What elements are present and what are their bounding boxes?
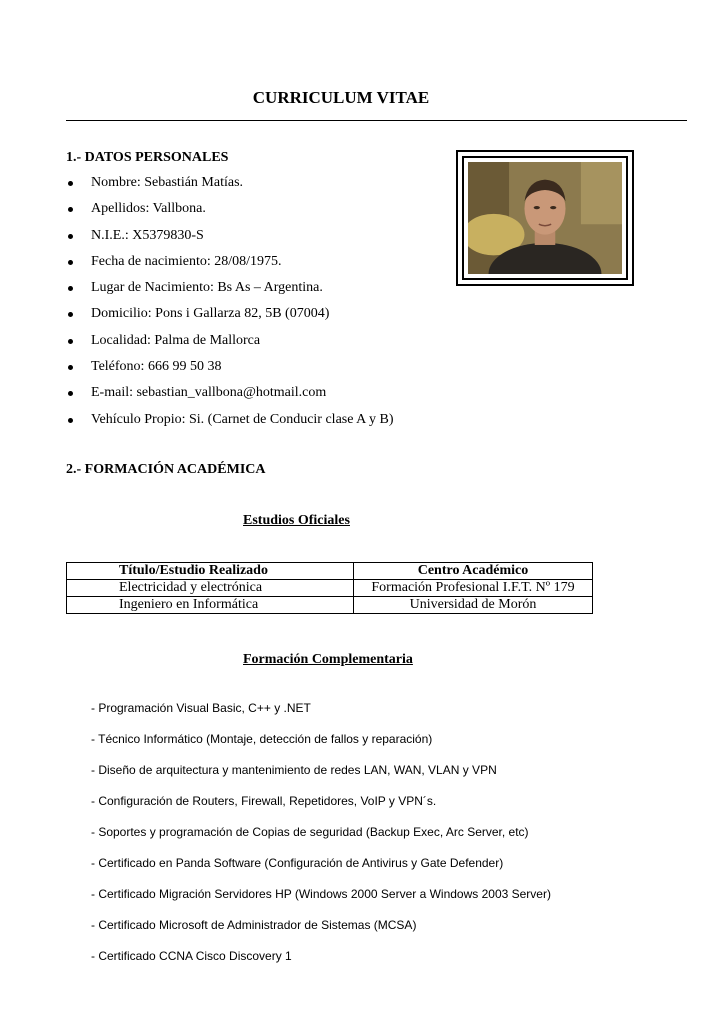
section-education-heading: 2.- FORMACIÓN ACADÉMICA	[66, 462, 266, 477]
personal-item	[66, 228, 394, 254]
personal-item-text: Nombre: Sebastián Matías.	[91, 175, 244, 190]
personal-item	[66, 306, 394, 332]
personal-item-text: E-mail: sebastian_vallbona@hotmail.com	[91, 385, 327, 401]
table-header-row	[67, 563, 593, 580]
table-header-title: Título/Estudio Realizado	[67, 563, 354, 580]
bullet-icon	[68, 418, 73, 423]
course-item: - Diseño de arquitectura y mantenimiento de redes LAN, WAN, VLAN y VPN	[91, 763, 497, 777]
course-item: - Certificado Microsoft de Administrador de Sistemas (MCSA)	[91, 918, 417, 932]
personal-item	[66, 385, 394, 411]
course-item: - Certificado en Panda Software (Configuración de Antivirus y Gate Defender)	[91, 856, 504, 870]
personal-item	[66, 333, 394, 359]
profile-photo-border	[462, 156, 628, 280]
personal-item	[66, 359, 394, 385]
complementary-heading: Formación Complementaria	[243, 652, 413, 667]
bullet-icon	[68, 207, 73, 212]
personal-item-text: Teléfono: 666 99 50 38	[91, 359, 222, 375]
personal-item-text: Domicilio: Pons i Gallarza 82, 5B (07004)	[91, 306, 330, 322]
course-item: - Soportes y programación de Copias de seguridad (Backup Exec, Arc Server, etc)	[91, 825, 529, 839]
bullet-icon	[68, 365, 73, 370]
bullet-icon	[68, 391, 73, 396]
personal-item	[66, 175, 394, 201]
course-item: - Certificado Migración Servidores HP (Windows 2000 Server a Windows 2003 Server)	[91, 887, 551, 901]
table-header-center: Centro Académico	[354, 563, 593, 580]
document-title: CURRICULUM VITAE	[252, 88, 430, 107]
course-item: - Técnico Informático (Montaje, detección de fallos y reparación)	[91, 732, 433, 746]
personal-data-list	[66, 175, 394, 438]
bullet-icon	[68, 312, 73, 317]
table-cell: Ingeniero en Informática	[67, 597, 354, 614]
table-row	[67, 597, 593, 614]
personal-item-text: Lugar de Nacimiento: Bs As – Argentina.	[91, 280, 323, 296]
personal-item-text: Apellidos: Vallbona.	[91, 201, 206, 217]
table-cell: Universidad de Morón	[354, 597, 593, 614]
title-divider	[66, 120, 687, 121]
course-item: - Certificado CCNA Cisco Discovery 1	[91, 949, 292, 963]
personal-item-text: Vehículo Propio: Si. (Carnet de Conducir clase A y B)	[91, 411, 394, 427]
bullet-icon	[68, 260, 73, 265]
table-cell: Formación Profesional I.F.T. Nº 179	[354, 580, 593, 597]
bullet-icon	[68, 339, 73, 344]
profile-photo-frame	[456, 150, 634, 286]
table-cell: Electricidad y electrónica	[67, 580, 354, 597]
course-item: - Configuración de Routers, Firewall, Repetidores, VoIP y VPN´s.	[91, 794, 437, 808]
profile-photo	[468, 162, 622, 274]
bullet-icon	[68, 181, 73, 186]
table-row	[67, 580, 593, 597]
personal-item	[66, 254, 394, 280]
bullet-icon	[68, 234, 73, 239]
official-studies-heading: Estudios Oficiales	[243, 513, 350, 528]
personal-item-text: Localidad: Palma de Mallorca	[91, 332, 261, 348]
portrait-illustration	[468, 162, 622, 274]
education-table	[66, 562, 593, 614]
personal-item-text: N.I.E.: X5379830-S	[91, 227, 204, 243]
personal-item	[66, 280, 394, 306]
course-item: - Programación Visual Basic, C++ y .NET	[91, 701, 311, 715]
section-personal-heading: 1.- DATOS PERSONALES	[66, 150, 229, 165]
bullet-icon	[68, 286, 73, 291]
personal-item-text: Fecha de nacimiento: 28/08/1975.	[91, 253, 282, 269]
personal-item	[66, 412, 394, 438]
personal-item	[66, 201, 394, 227]
